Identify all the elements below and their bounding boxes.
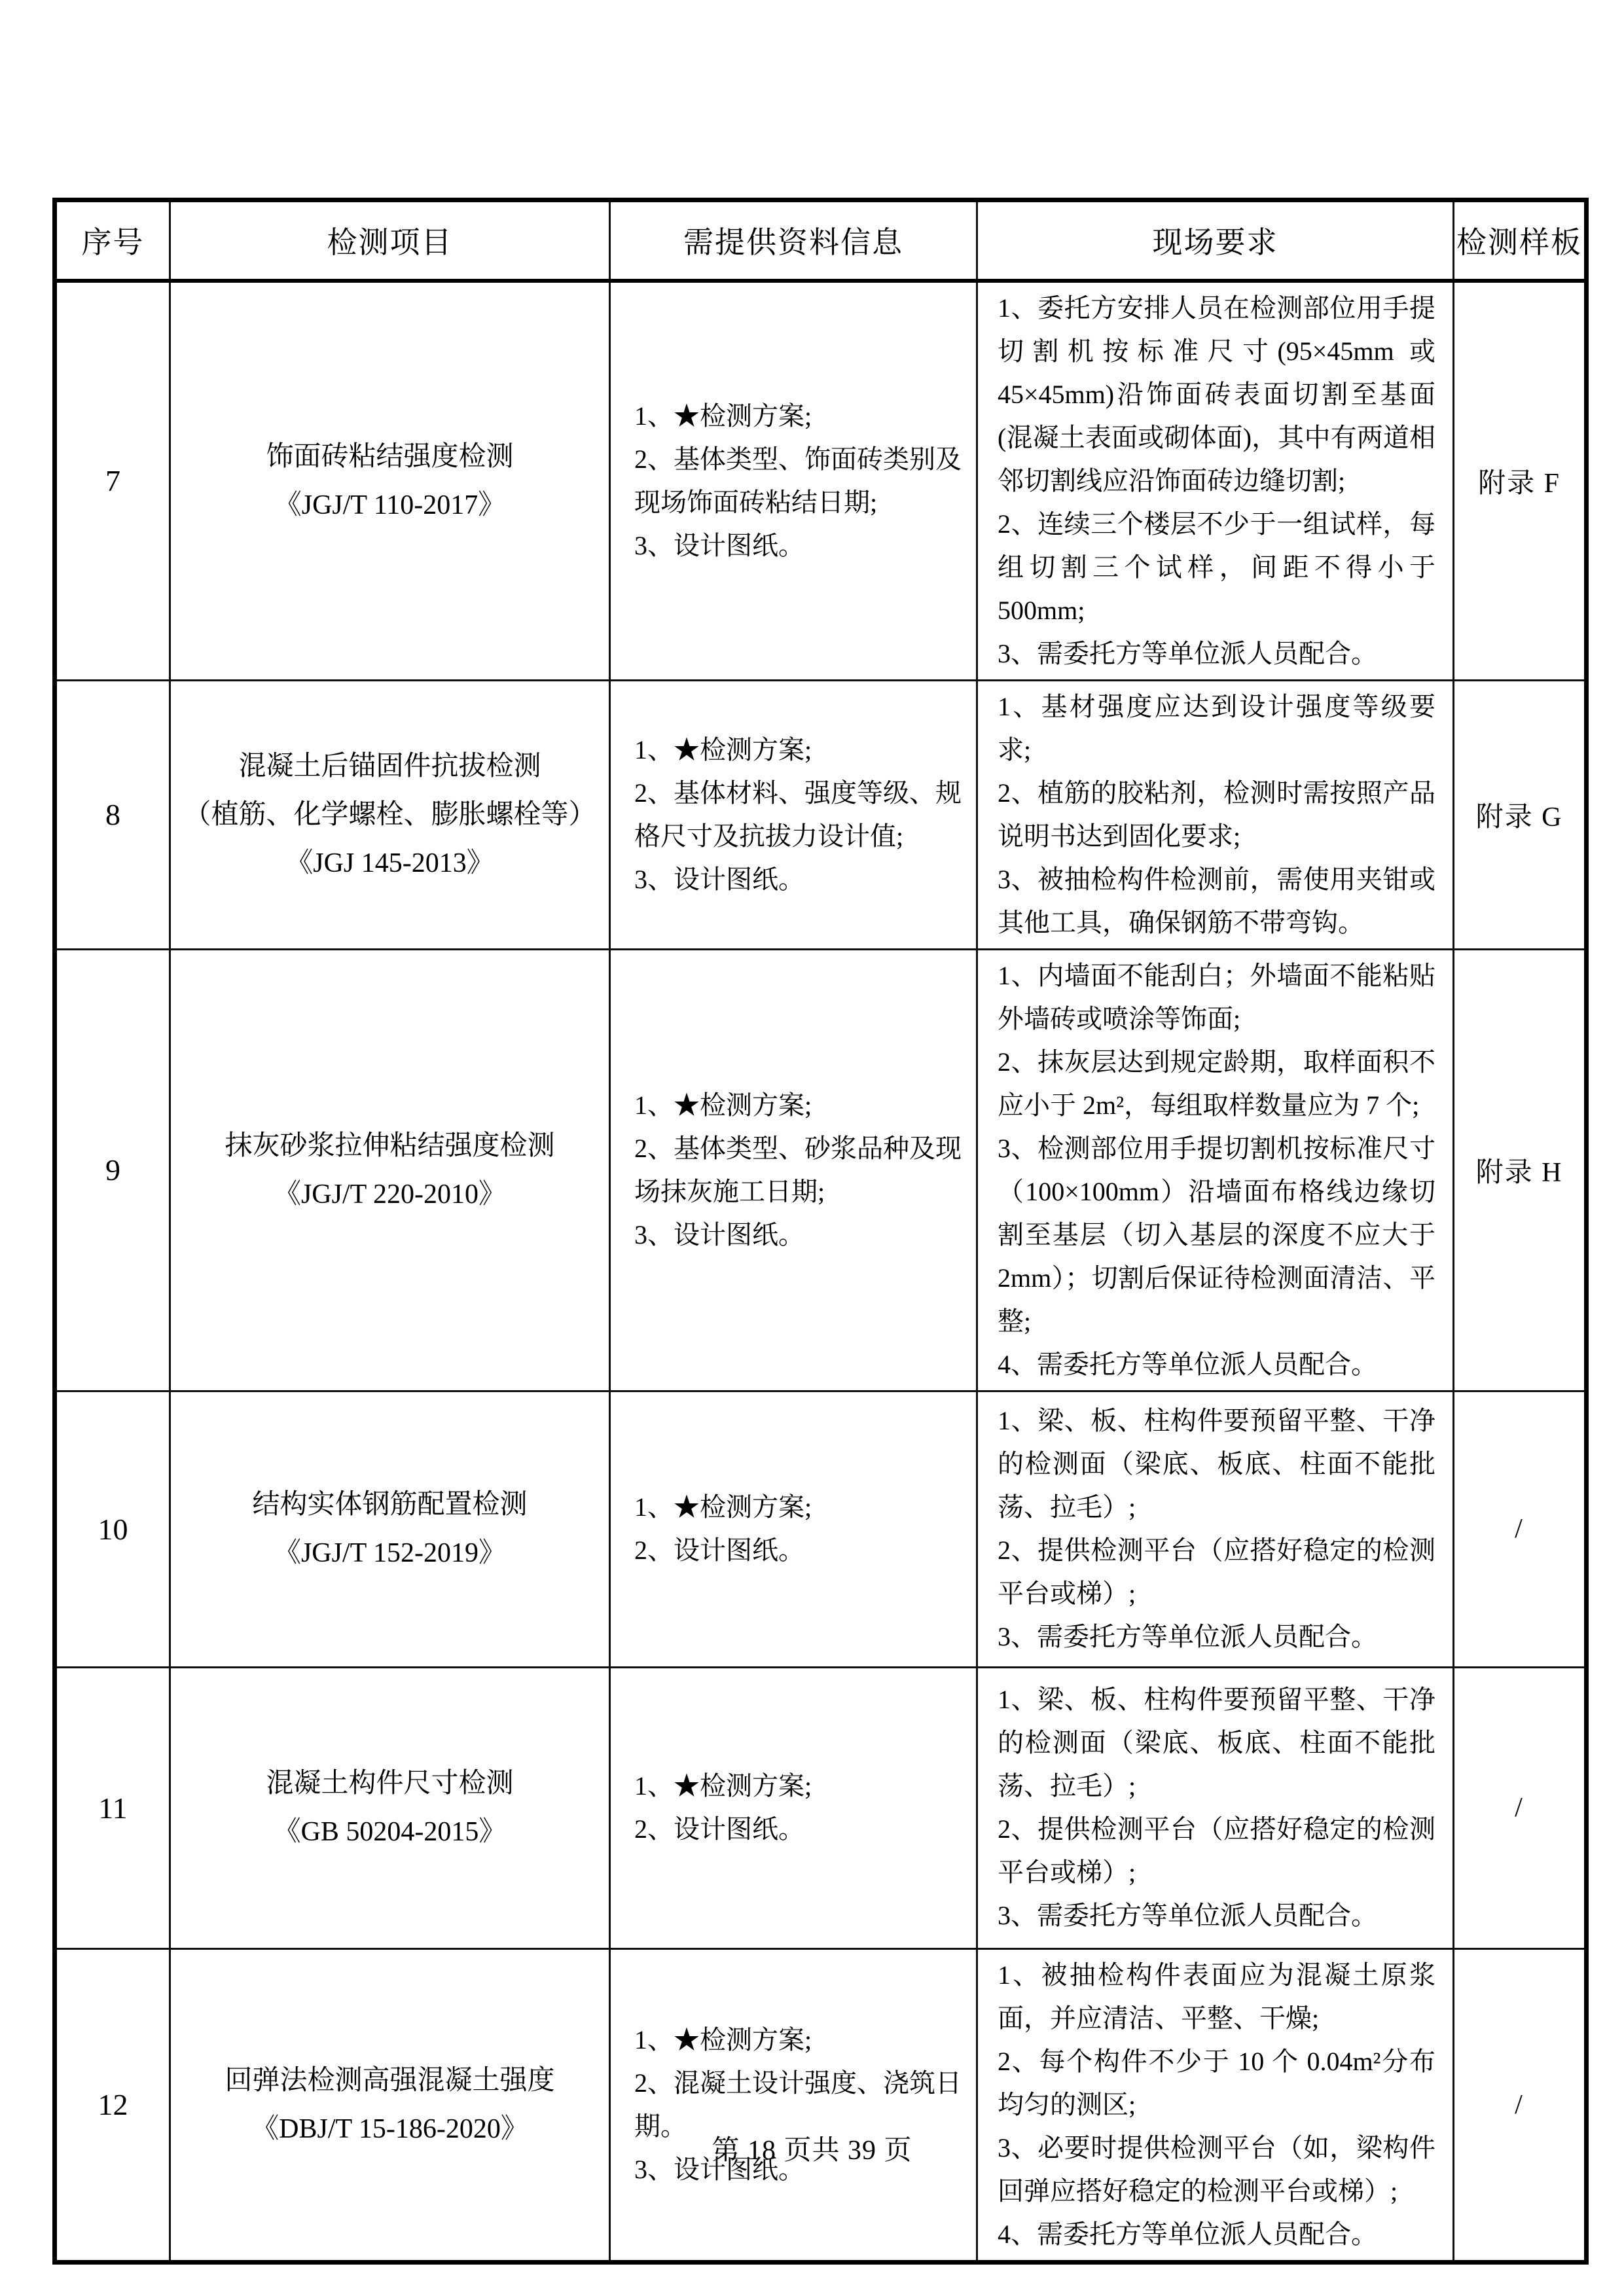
required-documents-cell [610,680,977,949]
site-requirement-item: 3、被抽检构件检测前，需使用夹钳或其他工具，确保钢筋不带弯钩。 [998,864,1435,937]
required-document-item: 1、★检测方案; [634,734,812,764]
site-requirement-item: 2、连续三个楼层不少于一组试样，每组切割三个试样，间距不得小于 500mm; [998,509,1435,625]
required-document-item: 2、基体材料、强度等级、规格尺寸及抗拔力设计值; [634,778,962,851]
required-document-item: 1、★检测方案; [634,401,812,431]
test-sample-cell: 附录 G [1454,680,1587,949]
serial-number-cell: 8 [55,680,170,949]
site-requirements-cell [977,1667,1454,1948]
site-requirement-item: 1、内墙面不能刮白；外墙面不能粘贴外墙砖或喷涂等饰面; [998,960,1435,1033]
site-requirement-item: 1、梁、板、柱构件要预留平整、干净的检测面（梁底、板底、柱面不能批荡、拉毛）; [998,1685,1435,1801]
table-row [55,680,1587,949]
test-item-cell [170,1391,610,1667]
serial-number-cell: 9 [55,949,170,1391]
site-requirement-item: 1、被抽检构件表面应为混凝土原浆面，并应清洁、平整、干燥; [998,1960,1435,2033]
test-item-line: 饰面砖粘结强度检测 [266,441,514,472]
required-document-item: 1、★检测方案; [634,1771,812,1801]
site-requirement-item: 3、必要时提供检测平台（如，梁构件回弹应搭好稳定的检测平台或梯）; [998,2132,1435,2206]
site-requirement-item: 3、需委托方等单位派人员配合。 [998,1622,1377,1651]
test-item-line: 《JGJ/T 110-2017》 [274,490,506,520]
site-requirements-cell [977,1391,1454,1667]
test-sample-cell: / [1454,1948,1587,2262]
site-requirement-item: 2、每个构件不少于 10 个 0.04m²分布均匀的测区; [998,2046,1435,2119]
test-item-line: （植筋、化学螺栓、膨胀螺栓等） [183,799,596,830]
required-document-item: 2、基体类型、砂浆品种及现场抹灰施工日期; [634,1133,962,1206]
test-item-line: 《DBJ/T 15-186-2020》 [251,2113,528,2144]
test-item-line: 《JGJ/T 220-2010》 [273,1179,507,1210]
serial-number-cell: 12 [55,1948,170,2262]
test-item-line: 《GB 50204-2015》 [273,1817,507,1847]
table-header-row [55,200,1587,281]
test-item-cell [170,1667,610,1948]
table-row [55,1948,1587,2262]
required-documents-cell [610,281,977,681]
site-requirement-item: 3、需委托方等单位派人员配合。 [998,1901,1377,1930]
test-sample-cell: 附录 F [1454,281,1587,681]
site-requirement-item: 1、委托方安排人员在检测部位用手提切割机按标准尺寸(95×45mm 或 45×45mm)沿饰面砖表面切割至基面(混凝土表面或砌体面)，其中有两道相邻切割线应沿饰面砖边缝切割; [998,293,1435,495]
test-item-line: 混凝土后锚固件抗拔检测 [238,751,541,781]
required-documents-cell [610,1948,977,2262]
col-header-required-documents: 需提供资料信息 [610,200,977,281]
site-requirements-cell [977,1948,1454,2262]
col-header-test-item: 检测项目 [170,200,610,281]
col-header-site-requirements: 现场要求 [977,200,1454,281]
col-header-test-sample: 检测样板 [1454,200,1587,281]
site-requirement-item: 2、提供检测平台（应搭好稳定的检测平台或梯）; [998,1535,1435,1608]
table-row [55,949,1587,1391]
site-requirement-item: 1、梁、板、柱构件要预留平整、干净的检测面（梁底、板底、柱面不能批荡、拉毛）; [998,1406,1435,1522]
test-item-cell [170,1948,610,2262]
test-item-cell [170,281,610,681]
site-requirement-item: 3、检测部位用手提切割机按标准尺寸（100×100mm）沿墙面布格线边缘切割至基层（切入基层的深度不应大于 2mm）；切割后保证待检测面清洁、平整; [998,1133,1435,1336]
site-requirement-item: 2、提供检测平台（应搭好稳定的检测平台或梯）; [998,1814,1435,1887]
test-item-line: 《JGJ/T 152-2019》 [273,1538,507,1568]
table-body [55,281,1587,2263]
site-requirement-item: 1、基材强度应达到设计强度等级要求; [998,691,1435,764]
required-document-item: 3、设计图纸。 [634,530,804,560]
table-row [55,1667,1587,1948]
required-documents-cell [610,949,977,1391]
serial-number-cell: 7 [55,281,170,681]
test-item-cell [170,680,610,949]
site-requirement-item: 2、植筋的胶粘剂，检测时需按照产品说明书达到固化要求; [998,778,1435,851]
required-document-item: 2、设计图纸。 [634,1535,804,1565]
required-document-item: 1、★检测方案; [634,2024,812,2054]
col-header-serial-number: 序号 [55,200,170,281]
table-row [55,281,1587,681]
required-document-item: 3、设计图纸。 [634,864,804,894]
site-requirements-cell [977,949,1454,1391]
required-document-item: 3、设计图纸。 [634,2154,804,2184]
inspection-requirements-table [52,198,1589,2265]
site-requirement-item: 4、需委托方等单位派人员配合。 [998,2219,1377,2249]
test-item-cell [170,949,610,1391]
test-sample-cell: / [1454,1391,1587,1667]
test-item-line: 抹灰砂浆拉伸粘结强度检测 [225,1130,555,1161]
serial-number-cell: 11 [55,1667,170,1948]
required-documents-cell [610,1667,977,1948]
test-sample-cell: 附录 H [1454,949,1587,1391]
table-row [55,1391,1587,1667]
required-document-item: 2、设计图纸。 [634,1814,804,1844]
required-document-item: 3、设计图纸。 [634,1219,804,1249]
test-item-line: 混凝土构件尺寸检测 [266,1768,514,1799]
test-sample-cell: / [1454,1667,1587,1948]
site-requirement-item: 3、需委托方等单位派人员配合。 [998,638,1377,668]
required-document-item: 2、基体类型、饰面砖类别及现场饰面砖粘结日期; [634,444,962,517]
site-requirement-item: 2、抹灰层达到规定龄期，取样面积不应小于 2m²，每组取样数量应为 7 个; [998,1047,1435,1120]
required-document-item: 2、混凝土设计强度、浇筑日期。 [634,2068,962,2141]
test-item-line: 结构实体钢筋配置检测 [252,1490,528,1520]
required-documents-cell [610,1391,977,1667]
test-item-line: 《JGJ 145-2013》 [285,848,494,878]
required-document-item: 1、★检测方案; [634,1492,812,1522]
site-requirements-cell [977,680,1454,949]
serial-number-cell: 10 [55,1391,170,1667]
page-footer: 第 18 页共 39 页 [712,2136,912,2166]
site-requirements-cell [977,281,1454,681]
test-item-line: 回弹法检测高强混凝土强度 [225,2065,555,2096]
required-document-item: 1、★检测方案; [634,1090,812,1120]
site-requirement-item: 4、需委托方等单位派人员配合。 [998,1349,1377,1379]
